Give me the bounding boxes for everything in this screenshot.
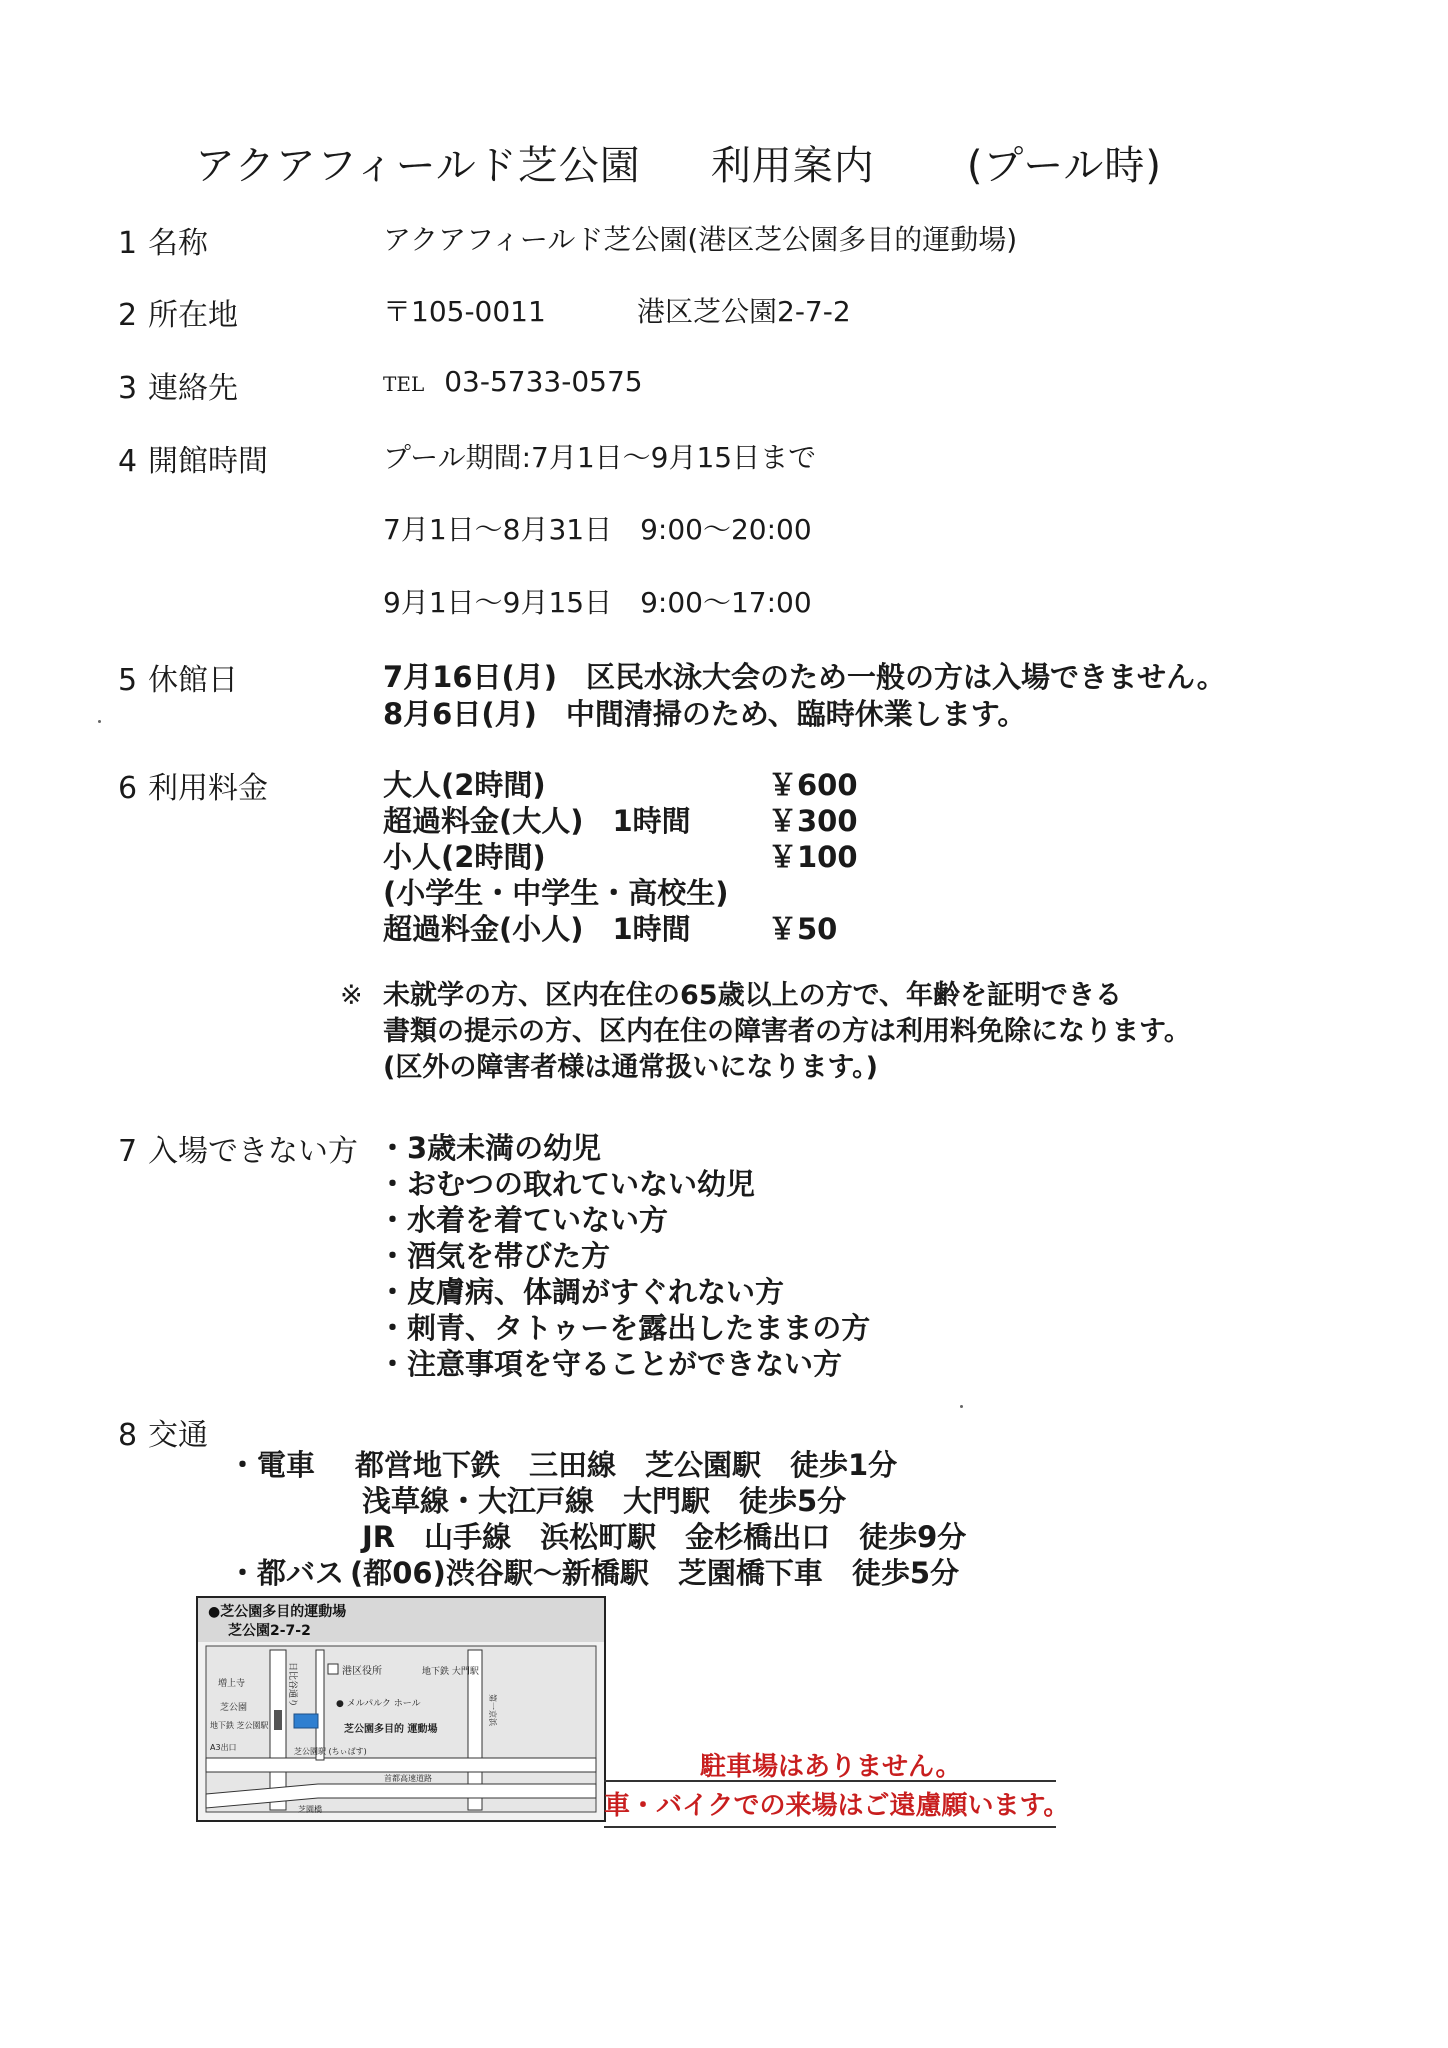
section-label-name: 1 名称 bbox=[118, 226, 208, 261]
street-address: 港区芝公園2-7-2 bbox=[637, 295, 851, 328]
fee-row-price: ￥300 bbox=[768, 804, 858, 838]
scan-speck bbox=[960, 1405, 963, 1408]
facility-marker bbox=[294, 1714, 318, 1728]
fee-exemption-note bbox=[340, 978, 1191, 1086]
map-label-ward-office: 港区役所 bbox=[342, 1666, 382, 1677]
hours-range-2: 9月1日～9月15日 9:00～17:00 bbox=[383, 586, 812, 619]
section-label-restrictions: 7 入場できない方 bbox=[118, 1134, 358, 1169]
section-label-transport: 8 交通 bbox=[118, 1418, 208, 1453]
fee-row-price: ￥600 bbox=[768, 768, 858, 802]
section-label-hours: 4 開館時間 bbox=[118, 444, 268, 479]
map-label-shibazono-bridge: 芝園橋 bbox=[298, 1805, 322, 1814]
note-line-2: 書類の提示の方、区内在住の障害者の方は利用料免除になります。 bbox=[383, 1016, 1191, 1047]
fee-row-name: 超過料金(小人) 1時間 bbox=[383, 912, 691, 946]
train-label: ・電車 bbox=[228, 1448, 316, 1482]
fee-row-name: 大人(2時間) bbox=[383, 768, 546, 802]
map-label-bus-stop: 芝公園駅 (ちぃばす) bbox=[294, 1747, 367, 1756]
map-label-hibiya-street: 日比谷通り bbox=[287, 1662, 297, 1708]
no-parking-notice: 駐車場はありません。 bbox=[700, 1752, 962, 1782]
side-street bbox=[316, 1650, 324, 1760]
section-label-closed: 5 休館日 bbox=[118, 663, 238, 698]
section-label-address: 2 所在地 bbox=[118, 298, 238, 333]
fee-row-name: 小人(2時間) bbox=[383, 840, 546, 874]
bus-label: ・都バス bbox=[228, 1556, 345, 1590]
closed-day-2: 8月6日(月) 中間清掃のため、臨時休業します。 bbox=[383, 697, 1027, 731]
scan-speck bbox=[98, 720, 101, 723]
map-label-shibakoen-station: 地下鉄 芝公園駅 bbox=[210, 1721, 269, 1730]
hours-range-1: 7月1日～8月31日 9:00～20:00 bbox=[383, 513, 812, 546]
page-title bbox=[195, 134, 1162, 191]
note-mark: ※ bbox=[340, 980, 363, 1011]
train-route-2: 浅草線・大江戸線 大門駅 徒歩5分 bbox=[362, 1484, 847, 1518]
pool-period: プール期間:7月1日～9月15日まで bbox=[383, 441, 817, 474]
facility-title: アクアフィールド芝公園 bbox=[195, 143, 641, 189]
fee-row-price: ￥100 bbox=[768, 840, 858, 874]
postal-code: 〒105-0011 bbox=[383, 295, 546, 328]
ward-office-marker bbox=[328, 1664, 338, 1674]
restriction-item: ・注意事項を守ることができない方 bbox=[378, 1347, 843, 1381]
train-route-1: 都営地下鉄 三田線 芝公園駅 徒歩1分 bbox=[355, 1448, 898, 1482]
tel-prefix: TEL bbox=[383, 372, 425, 396]
map-label-expressway: 首都高速道路 bbox=[384, 1774, 432, 1783]
restriction-item: ・3歳未満の幼児 bbox=[378, 1131, 602, 1165]
phone-number: 03-5733-0575 bbox=[444, 365, 643, 398]
restriction-item: ・刺青、タトゥーを露出したままの方 bbox=[378, 1311, 871, 1345]
map-label-melparque: ● メルパルク ホール bbox=[336, 1699, 421, 1709]
facility-name-value: アクアフィールド芝公園(港区芝公園多目的運動場) bbox=[383, 223, 1018, 256]
section-label-fees: 6 利用料金 bbox=[118, 771, 268, 806]
map-label-facility: 芝公園多目的 運動場 bbox=[344, 1724, 438, 1735]
season-title: (プール時) bbox=[966, 143, 1163, 189]
access-map bbox=[196, 1596, 606, 1822]
fee-row-price: ￥50 bbox=[768, 912, 838, 946]
no-vehicles-notice: 車・バイクでの来場はご遠慮願います。 bbox=[604, 1780, 1056, 1828]
guide-title: 利用案内 bbox=[710, 143, 875, 189]
note-line-3: (区外の障害者様は通常扱いになります。) bbox=[383, 1052, 879, 1083]
map-heading: ●芝公園多目的運動場 bbox=[208, 1604, 347, 1620]
map-address: 芝公園2-7-2 bbox=[228, 1623, 311, 1639]
train-route-3: JR 山手線 浜松町駅 金杉橋出口 徒歩9分 bbox=[362, 1520, 967, 1554]
fee-row-name: (小学生・中学生・高校生) bbox=[383, 876, 729, 910]
fee-row-name: 超過料金(大人) 1時間 bbox=[383, 804, 691, 838]
restriction-item: ・おむつの取れていない幼児 bbox=[378, 1167, 756, 1201]
section-label-contact: 3 連絡先 bbox=[118, 371, 238, 406]
map-label-exit-a3: A3出口 bbox=[210, 1743, 237, 1752]
map-label-shibakoen: 芝公園 bbox=[220, 1703, 248, 1713]
main-road bbox=[206, 1758, 596, 1772]
bus-route: (都06)渋谷駅～新橋駅 芝園橋下車 徒歩5分 bbox=[350, 1556, 960, 1590]
restriction-item: ・皮膚病、体調がすぐれない方 bbox=[378, 1275, 785, 1309]
phone-line bbox=[383, 365, 643, 398]
note-line-1: 未就学の方、区内在住の65歳以上の方で、年齢を証明できる bbox=[383, 980, 1123, 1011]
closed-day-1: 7月16日(月) 区民水泳大会のため一般の方は入場できません。 bbox=[383, 660, 1226, 694]
map-label-zojoji: 増上寺 bbox=[218, 1679, 246, 1689]
station-marker bbox=[274, 1710, 282, 1730]
map-label-first-keihin: 第一京浜 bbox=[488, 1694, 497, 1726]
restriction-item: ・酒気を帯びた方 bbox=[378, 1239, 611, 1273]
map-label-daimon-station: 地下鉄 大門駅 bbox=[422, 1667, 479, 1677]
restriction-item: ・水着を着ていない方 bbox=[378, 1203, 669, 1237]
